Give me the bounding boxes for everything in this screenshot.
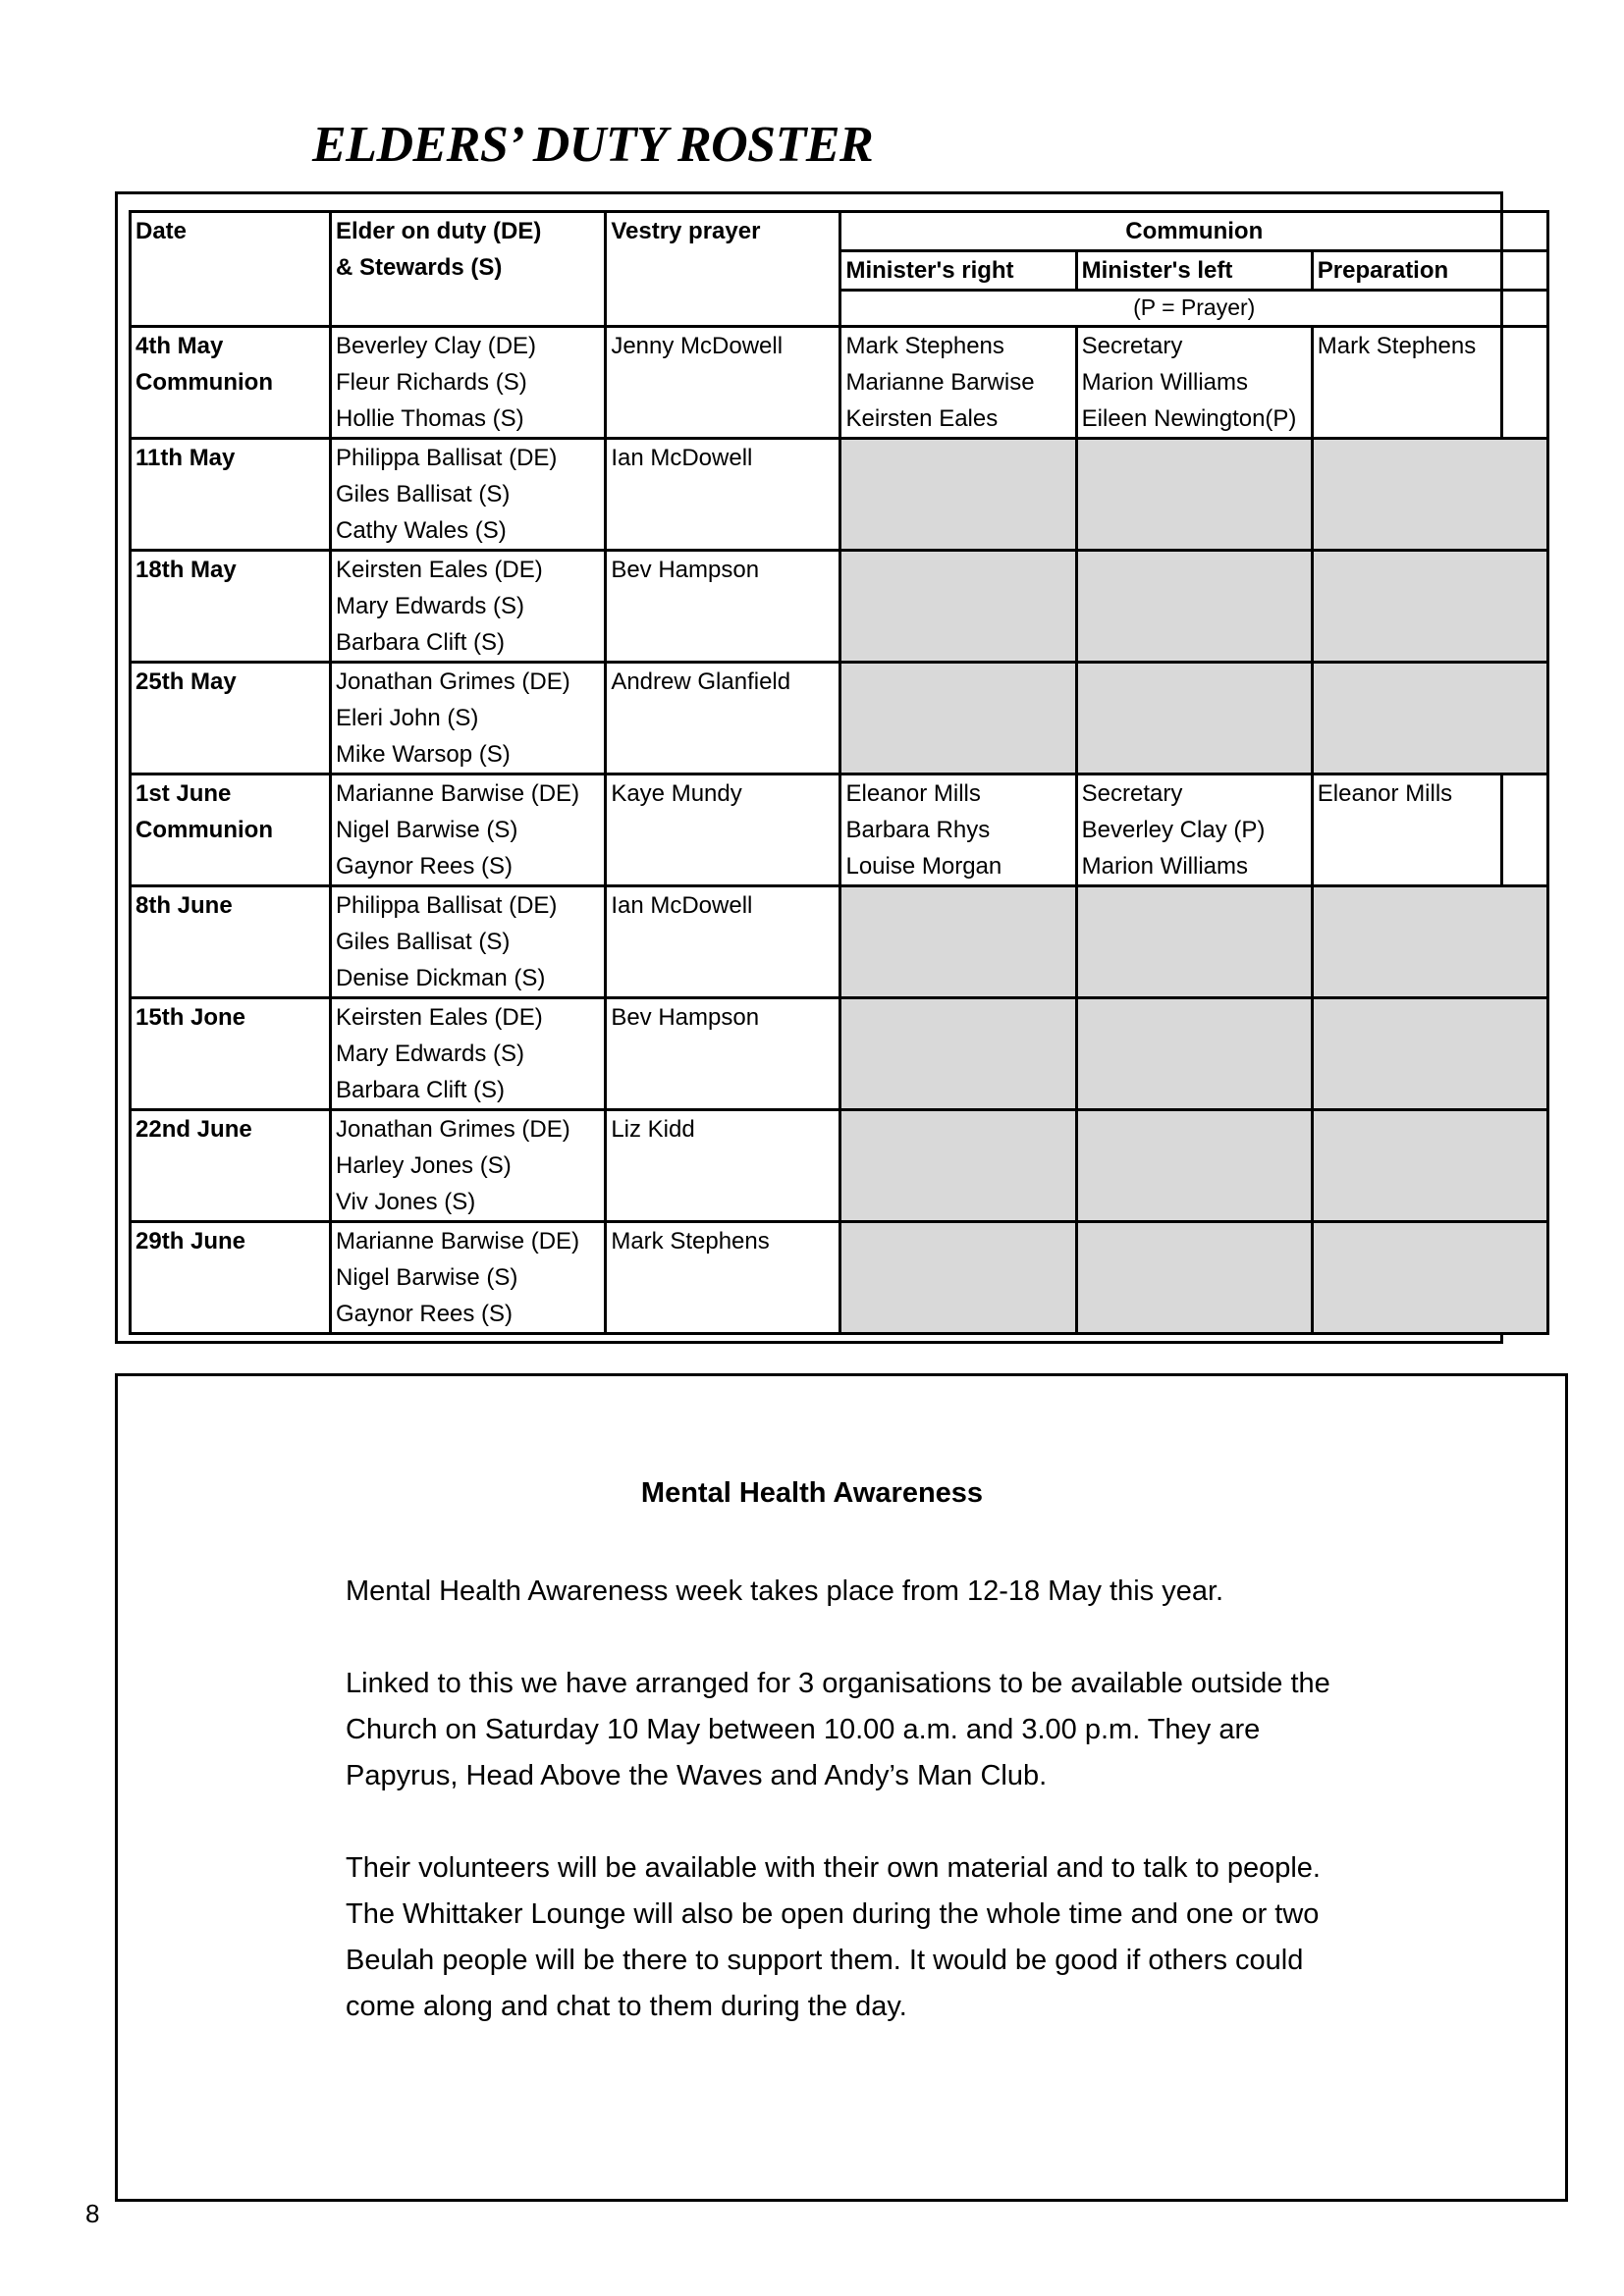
minister-right-cell-line: Marianne Barwise (845, 369, 1035, 396)
elders-cell-line: Giles Ballisat (S) (335, 481, 511, 507)
elders-cell-line: Philippa Ballisat (DE) (335, 892, 558, 919)
vestry-cell: Mark Stephens (606, 1222, 840, 1334)
elders-cell-line: Jonathan Grimes (DE) (335, 1116, 570, 1143)
table-row (131, 774, 1548, 886)
elder-header (330, 212, 605, 327)
roster-table (129, 210, 1549, 1335)
minister-right-cell (840, 327, 1076, 439)
elders-cell (330, 998, 605, 1110)
preparation-header: Preparation (1312, 251, 1547, 291)
elders-cell-line: Mike Warsop (S) (335, 741, 511, 768)
minister-right-cell-empty (840, 663, 1076, 774)
minister-left-cell-empty (1076, 439, 1312, 551)
notice-paragraph: Linked to this we have arranged for 3 organisations to be available outside the Church on Saturday 10 May between 10.00 a.m. and 3.00 p.m. They are Papyrus, Head Above the Waves and Andy’s Man Club. (346, 1668, 1330, 1791)
elders-cell-line: Barbara Clift (S) (335, 1077, 506, 1103)
table-row (131, 663, 1548, 774)
page-title: ELDERS’ DUTY ROSTER (312, 117, 874, 173)
elders-cell-line: Jonathan Grimes (DE) (335, 668, 570, 695)
elders-cell-line: Mary Edwards (S) (335, 593, 525, 619)
vestry-cell: Kaye Mundy (606, 774, 840, 886)
date-cell (131, 774, 331, 886)
date-cell (131, 886, 331, 998)
preparation-cell-empty (1312, 551, 1547, 663)
minister-right-cell-empty (840, 439, 1076, 551)
minister-right-cell-empty (840, 1110, 1076, 1222)
elders-cell-line: Beverley Clay (DE) (335, 333, 537, 359)
minister-right-cell-line: Eleanor Mills (845, 780, 981, 807)
elders-cell-line: Harley Jones (S) (335, 1152, 512, 1179)
table-row (131, 1222, 1548, 1334)
date-header: Date (131, 212, 331, 327)
elder-header-line2: & Stewards (S) (335, 254, 503, 281)
vestry-cell: Jenny McDowell (606, 327, 840, 439)
minister-left-cell-empty (1076, 886, 1312, 998)
date-cell (131, 663, 331, 774)
notice-paragraph: Their volunteers will be available with their own material and to talk to people. The Whittaker Lounge will also be open during the whole time and one or two Beulah people will be there to support them. It would be good if others could come along and chat to them during the day. (346, 1852, 1321, 2022)
elders-cell-line: Marianne Barwise (DE) (335, 1228, 580, 1255)
elders-cell-line: Nigel Barwise (S) (335, 1264, 518, 1291)
date-cell-line: 29th June (135, 1228, 246, 1255)
date-cell-line: Communion (135, 369, 273, 396)
minister-left-cell-line: Marion Williams (1081, 369, 1248, 396)
minister-left-cell-line: Secretary (1081, 333, 1183, 359)
vestry-cell: Ian McDowell (606, 439, 840, 551)
elder-header-line1: Elder on duty (DE) (335, 218, 542, 244)
table-row (131, 1110, 1548, 1222)
elders-cell-line: Marianne Barwise (DE) (335, 780, 580, 807)
date-cell-line: 8th June (135, 892, 233, 919)
date-cell (131, 998, 331, 1110)
elders-cell (330, 663, 605, 774)
elders-cell (330, 327, 605, 439)
minister-right-cell-line: Barbara Rhys (845, 817, 991, 843)
minister-left-cell (1076, 774, 1312, 886)
elders-cell (330, 551, 605, 663)
communion-header: Communion (840, 212, 1548, 251)
vestry-header: Vestry prayer (606, 212, 840, 327)
minister-left-cell-empty (1076, 551, 1312, 663)
preparation-cell-empty (1312, 1222, 1547, 1334)
elders-cell-line: Denise Dickman (S) (335, 965, 546, 991)
minister-left-header: Minister's left (1076, 251, 1312, 291)
notice-body (346, 1569, 1347, 2076)
elders-cell-line: Keirsten Eales (DE) (335, 1004, 543, 1031)
minister-right-cell-empty (840, 1222, 1076, 1334)
minister-left-cell-empty (1076, 998, 1312, 1110)
table-row (131, 327, 1548, 439)
elders-cell-line: Cathy Wales (S) (335, 517, 507, 544)
date-cell (131, 1222, 331, 1334)
table-row (131, 998, 1548, 1110)
preparation-cell-empty (1312, 998, 1547, 1110)
vestry-cell: Liz Kidd (606, 1110, 840, 1222)
elders-cell (330, 1110, 605, 1222)
preparation-cell: Eleanor Mills (1312, 774, 1547, 886)
minister-left-cell-line: Marion Williams (1081, 853, 1248, 880)
minister-right-cell (840, 774, 1076, 886)
vestry-cell: Bev Hampson (606, 998, 840, 1110)
minister-left-cell-empty (1076, 1222, 1312, 1334)
elders-cell-line: Hollie Thomas (S) (335, 405, 524, 432)
date-cell-line: 4th May (135, 333, 224, 359)
minister-left-cell-empty (1076, 663, 1312, 774)
table-row (131, 886, 1548, 998)
preparation-cell-empty (1312, 663, 1547, 774)
minister-right-cell-line: Keirsten Eales (845, 405, 999, 432)
elders-cell-line: Philippa Ballisat (DE) (335, 445, 558, 471)
preparation-cell-empty (1312, 886, 1547, 998)
minister-left-cell (1076, 327, 1312, 439)
notice-paragraph: Mental Health Awareness week takes place from 12-18 May this year. (346, 1575, 1224, 1607)
minister-right-header: Minister's right (840, 251, 1076, 291)
elders-cell-line: Eleri John (S) (335, 705, 479, 731)
minister-right-cell-empty (840, 998, 1076, 1110)
preparation-cell: Mark Stephens (1312, 327, 1547, 439)
minister-right-cell-line: Mark Stephens (845, 333, 1004, 359)
vestry-cell: Andrew Glanfield (606, 663, 840, 774)
elders-cell-line: Mary Edwards (S) (335, 1041, 525, 1067)
minister-left-cell-empty (1076, 1110, 1312, 1222)
elders-cell-line: Barbara Clift (S) (335, 629, 506, 656)
elders-cell-line: Nigel Barwise (S) (335, 817, 518, 843)
elders-cell-line: Keirsten Eales (DE) (335, 557, 543, 583)
date-cell (131, 1110, 331, 1222)
date-cell (131, 327, 331, 439)
date-cell (131, 551, 331, 663)
prayer-note: (P = Prayer) (840, 291, 1548, 327)
elders-cell (330, 886, 605, 998)
elders-cell-line: Fleur Richards (S) (335, 369, 527, 396)
minister-left-cell-line: Secretary (1081, 780, 1183, 807)
elders-cell-line: Gaynor Rees (S) (335, 1301, 514, 1327)
elders-cell (330, 439, 605, 551)
elders-cell-line: Viv Jones (S) (335, 1189, 476, 1215)
preparation-cell-empty (1312, 439, 1547, 551)
table-row (131, 551, 1548, 663)
date-cell-line: 25th May (135, 668, 237, 695)
minister-right-cell-empty (840, 551, 1076, 663)
minister-right-cell-empty (840, 886, 1076, 998)
table-row (131, 439, 1548, 551)
date-cell-line: 22nd June (135, 1116, 252, 1143)
minister-right-cell-line: Louise Morgan (845, 853, 1002, 880)
page-number: 8 (85, 2199, 100, 2228)
elders-cell (330, 1222, 605, 1334)
preparation-cell-empty (1312, 1110, 1547, 1222)
date-cell-line: Communion (135, 817, 273, 843)
vestry-cell: Ian McDowell (606, 886, 840, 998)
vestry-cell: Bev Hampson (606, 551, 840, 663)
minister-left-cell-line: Eileen Newington(P) (1081, 405, 1297, 432)
roster-body (131, 327, 1548, 1334)
date-cell-line: 1st June (135, 780, 232, 807)
date-cell-line: 15th Jone (135, 1004, 246, 1031)
elders-cell-line: Giles Ballisat (S) (335, 929, 511, 955)
minister-left-cell-line: Beverley Clay (P) (1081, 817, 1266, 843)
date-cell-line: 11th May (135, 445, 236, 471)
date-cell (131, 439, 331, 551)
notice-heading: Mental Health Awareness (640, 1477, 984, 1509)
elders-cell (330, 774, 605, 886)
elders-cell-line: Gaynor Rees (S) (335, 853, 514, 880)
date-cell-line: 18th May (135, 557, 237, 583)
